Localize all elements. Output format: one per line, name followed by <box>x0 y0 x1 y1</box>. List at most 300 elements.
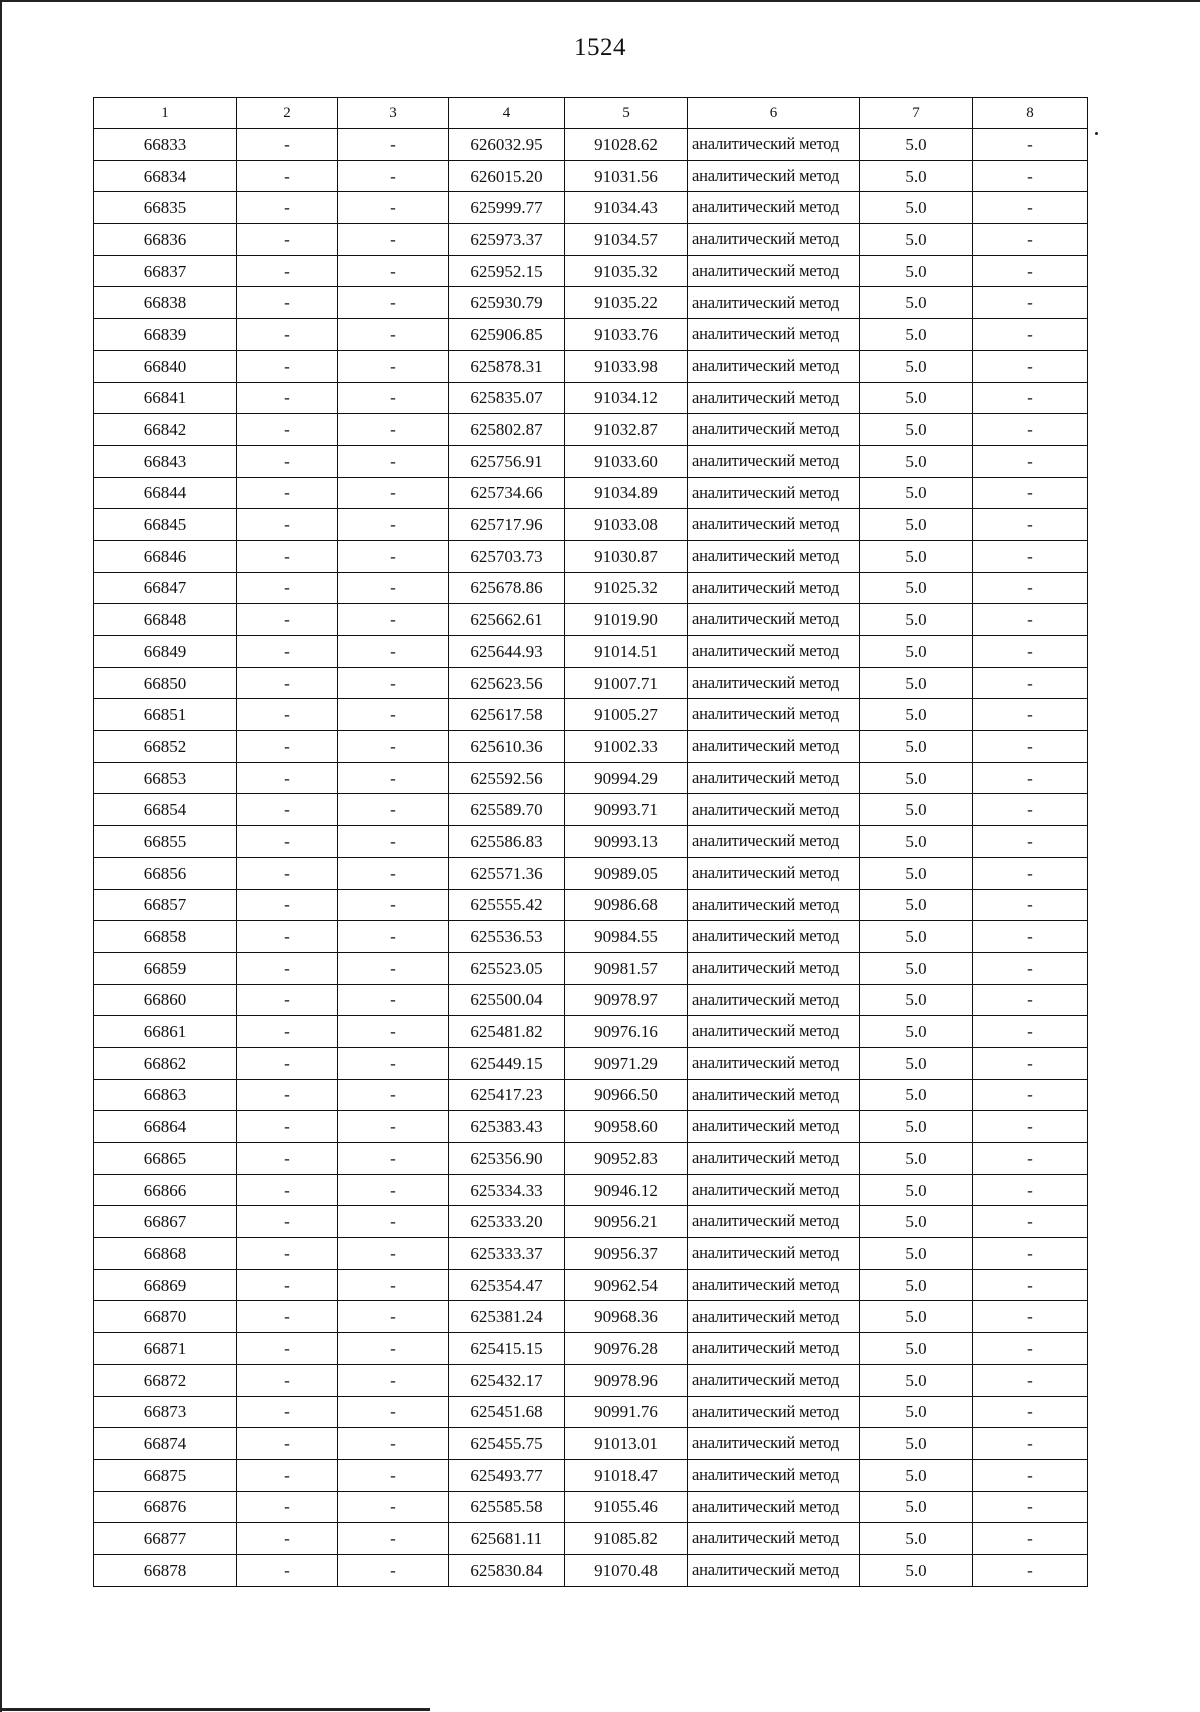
point-number-cell: 66836 <box>94 224 237 256</box>
point-number-cell: 66837 <box>94 255 237 287</box>
accuracy-cell: 5.0 <box>860 889 973 921</box>
point-number-cell: 66878 <box>94 1554 237 1586</box>
y-coordinate-cell: 91035.22 <box>565 287 688 319</box>
col8-cell: - <box>973 572 1088 604</box>
x-coordinate-cell: 625756.91 <box>449 445 565 477</box>
table-row <box>94 160 1088 192</box>
col3-cell: - <box>338 699 449 731</box>
table-row <box>94 1111 1088 1143</box>
col8-cell: - <box>973 1428 1088 1460</box>
table-row <box>94 984 1088 1016</box>
table-row <box>94 826 1088 858</box>
point-number-cell: 66849 <box>94 636 237 668</box>
col8-cell: - <box>973 1238 1088 1270</box>
method-cell: аналитический метод <box>688 287 860 319</box>
x-coordinate-cell: 625952.15 <box>449 255 565 287</box>
accuracy-cell: 5.0 <box>860 1396 973 1428</box>
point-number-cell: 66857 <box>94 889 237 921</box>
point-number-cell: 66872 <box>94 1364 237 1396</box>
point-number-cell: 66863 <box>94 1079 237 1111</box>
col3-cell: - <box>338 1016 449 1048</box>
table-row <box>94 667 1088 699</box>
y-coordinate-cell: 90978.97 <box>565 984 688 1016</box>
col8-cell: - <box>973 1364 1088 1396</box>
y-coordinate-cell: 91035.32 <box>565 255 688 287</box>
col8-cell: - <box>973 1206 1088 1238</box>
y-coordinate-cell: 90976.16 <box>565 1016 688 1048</box>
y-coordinate-cell: 90956.37 <box>565 1238 688 1270</box>
col3-cell: - <box>338 984 449 1016</box>
col2-cell: - <box>237 509 338 541</box>
method-cell: аналитический метод <box>688 604 860 636</box>
x-coordinate-cell: 625571.36 <box>449 857 565 889</box>
point-number-cell: 66870 <box>94 1301 237 1333</box>
header-cell-1: 1 <box>94 98 237 129</box>
col2-cell: - <box>237 889 338 921</box>
table-row <box>94 1174 1088 1206</box>
accuracy-cell: 5.0 <box>860 445 973 477</box>
y-coordinate-cell: 91013.01 <box>565 1428 688 1460</box>
y-coordinate-cell: 91019.90 <box>565 604 688 636</box>
col2-cell: - <box>237 350 338 382</box>
y-coordinate-cell: 90952.83 <box>565 1143 688 1175</box>
method-cell: аналитический метод <box>688 382 860 414</box>
x-coordinate-cell: 625734.66 <box>449 477 565 509</box>
x-coordinate-cell: 625681.11 <box>449 1523 565 1555</box>
col3-cell: - <box>338 1111 449 1143</box>
col2-cell: - <box>237 604 338 636</box>
col3-cell: - <box>338 1174 449 1206</box>
col3-cell: - <box>338 667 449 699</box>
x-coordinate-cell: 625334.33 <box>449 1174 565 1206</box>
x-coordinate-cell: 625662.61 <box>449 604 565 636</box>
col2-cell: - <box>237 699 338 731</box>
col2-cell: - <box>237 794 338 826</box>
y-coordinate-cell: 90971.29 <box>565 1047 688 1079</box>
x-coordinate-cell: 626015.20 <box>449 160 565 192</box>
method-cell: аналитический метод <box>688 1301 860 1333</box>
col3-cell: - <box>338 1206 449 1238</box>
col2-cell: - <box>237 1143 338 1175</box>
col8-cell: - <box>973 160 1088 192</box>
point-number-cell: 66871 <box>94 1333 237 1365</box>
col3-cell: - <box>338 572 449 604</box>
accuracy-cell: 5.0 <box>860 382 973 414</box>
col3-cell: - <box>338 287 449 319</box>
col8-cell: - <box>973 667 1088 699</box>
accuracy-cell: 5.0 <box>860 984 973 1016</box>
point-number-cell: 66853 <box>94 762 237 794</box>
table-row <box>94 1491 1088 1523</box>
table-row <box>94 1554 1088 1586</box>
x-coordinate-cell: 625830.84 <box>449 1554 565 1586</box>
x-coordinate-cell: 625906.85 <box>449 319 565 351</box>
point-number-cell: 66839 <box>94 319 237 351</box>
header-cell-2: 2 <box>237 98 338 129</box>
y-coordinate-cell: 91033.76 <box>565 319 688 351</box>
col3-cell: - <box>338 192 449 224</box>
y-coordinate-cell: 90984.55 <box>565 921 688 953</box>
y-coordinate-cell: 91007.71 <box>565 667 688 699</box>
y-coordinate-cell: 91028.62 <box>565 129 688 161</box>
method-cell: аналитический метод <box>688 889 860 921</box>
point-number-cell: 66843 <box>94 445 237 477</box>
scan-edge-bottom <box>0 1708 430 1711</box>
col2-cell: - <box>237 826 338 858</box>
table-row <box>94 1238 1088 1270</box>
page-number: 1524 <box>574 34 626 61</box>
method-cell: аналитический метод <box>688 699 860 731</box>
x-coordinate-cell: 625381.24 <box>449 1301 565 1333</box>
accuracy-cell: 5.0 <box>860 287 973 319</box>
col3-cell: - <box>338 1491 449 1523</box>
y-coordinate-cell: 90981.57 <box>565 952 688 984</box>
col3-cell: - <box>338 382 449 414</box>
accuracy-cell: 5.0 <box>860 129 973 161</box>
y-coordinate-cell: 90968.36 <box>565 1301 688 1333</box>
method-cell: аналитический метод <box>688 762 860 794</box>
x-coordinate-cell: 625586.83 <box>449 826 565 858</box>
col2-cell: - <box>237 1428 338 1460</box>
col2-cell: - <box>237 1491 338 1523</box>
point-number-cell: 66852 <box>94 731 237 763</box>
accuracy-cell: 5.0 <box>860 826 973 858</box>
col8-cell: - <box>973 1111 1088 1143</box>
point-number-cell: 66858 <box>94 921 237 953</box>
point-number-cell: 66840 <box>94 350 237 382</box>
table-row <box>94 572 1088 604</box>
y-coordinate-cell: 91025.32 <box>565 572 688 604</box>
accuracy-cell: 5.0 <box>860 1459 973 1491</box>
accuracy-cell: 5.0 <box>860 731 973 763</box>
x-coordinate-cell: 625585.58 <box>449 1491 565 1523</box>
y-coordinate-cell: 91033.98 <box>565 350 688 382</box>
col2-cell: - <box>237 319 338 351</box>
col2-cell: - <box>237 1047 338 1079</box>
x-coordinate-cell: 625536.53 <box>449 921 565 953</box>
y-coordinate-cell: 90986.68 <box>565 889 688 921</box>
accuracy-cell: 5.0 <box>860 1554 973 1586</box>
table-row <box>94 319 1088 351</box>
x-coordinate-cell: 625523.05 <box>449 952 565 984</box>
col2-cell: - <box>237 1079 338 1111</box>
col2-cell: - <box>237 540 338 572</box>
col3-cell: - <box>338 921 449 953</box>
col8-cell: - <box>973 636 1088 668</box>
method-cell: аналитический метод <box>688 414 860 446</box>
x-coordinate-cell: 625589.70 <box>449 794 565 826</box>
col8-cell: - <box>973 1459 1088 1491</box>
col2-cell: - <box>237 1174 338 1206</box>
x-coordinate-cell: 625592.56 <box>449 762 565 794</box>
accuracy-cell: 5.0 <box>860 192 973 224</box>
x-coordinate-cell: 625415.15 <box>449 1333 565 1365</box>
y-coordinate-cell: 90962.54 <box>565 1269 688 1301</box>
point-number-cell: 66859 <box>94 952 237 984</box>
method-cell: аналитический метод <box>688 1143 860 1175</box>
y-coordinate-cell: 91018.47 <box>565 1459 688 1491</box>
col3-cell: - <box>338 1523 449 1555</box>
col2-cell: - <box>237 857 338 889</box>
y-coordinate-cell: 91034.89 <box>565 477 688 509</box>
col8-cell: - <box>973 857 1088 889</box>
y-coordinate-cell: 91033.08 <box>565 509 688 541</box>
header-cell-6: 6 <box>688 98 860 129</box>
coordinates-table <box>93 97 1088 1587</box>
x-coordinate-cell: 625999.77 <box>449 192 565 224</box>
col8-cell: - <box>973 287 1088 319</box>
col3-cell: - <box>338 160 449 192</box>
x-coordinate-cell: 625455.75 <box>449 1428 565 1460</box>
method-cell: аналитический метод <box>688 477 860 509</box>
col8-cell: - <box>973 921 1088 953</box>
col8-cell: - <box>973 604 1088 636</box>
method-cell: аналитический метод <box>688 1364 860 1396</box>
col3-cell: - <box>338 350 449 382</box>
col2-cell: - <box>237 1459 338 1491</box>
accuracy-cell: 5.0 <box>860 255 973 287</box>
col2-cell: - <box>237 1238 338 1270</box>
scan-edge-top <box>0 0 1200 2</box>
col8-cell: - <box>973 762 1088 794</box>
table-row <box>94 1396 1088 1428</box>
accuracy-cell: 5.0 <box>860 1269 973 1301</box>
col2-cell: - <box>237 477 338 509</box>
table-row <box>94 1301 1088 1333</box>
accuracy-cell: 5.0 <box>860 1079 973 1111</box>
x-coordinate-cell: 625678.86 <box>449 572 565 604</box>
col8-cell: - <box>973 509 1088 541</box>
accuracy-cell: 5.0 <box>860 667 973 699</box>
accuracy-cell: 5.0 <box>860 509 973 541</box>
col8-cell: - <box>973 1396 1088 1428</box>
col3-cell: - <box>338 1554 449 1586</box>
y-coordinate-cell: 90978.96 <box>565 1364 688 1396</box>
col8-cell: - <box>973 1143 1088 1175</box>
table-row <box>94 1459 1088 1491</box>
col2-cell: - <box>237 255 338 287</box>
table-row <box>94 129 1088 161</box>
header-cell-3: 3 <box>338 98 449 129</box>
table-row <box>94 952 1088 984</box>
col3-cell: - <box>338 414 449 446</box>
col2-cell: - <box>237 1269 338 1301</box>
col8-cell: - <box>973 1491 1088 1523</box>
method-cell: аналитический метод <box>688 445 860 477</box>
table-row <box>94 287 1088 319</box>
col8-cell: - <box>973 129 1088 161</box>
col2-cell: - <box>237 731 338 763</box>
table-row <box>94 192 1088 224</box>
method-cell: аналитический метод <box>688 160 860 192</box>
point-number-cell: 66833 <box>94 129 237 161</box>
table-row <box>94 636 1088 668</box>
point-number-cell: 66856 <box>94 857 237 889</box>
x-coordinate-cell: 626032.95 <box>449 129 565 161</box>
method-cell: аналитический метод <box>688 826 860 858</box>
table-row <box>94 477 1088 509</box>
col3-cell: - <box>338 445 449 477</box>
col8-cell: - <box>973 889 1088 921</box>
col3-cell: - <box>338 1459 449 1491</box>
x-coordinate-cell: 625500.04 <box>449 984 565 1016</box>
col3-cell: - <box>338 1301 449 1333</box>
col3-cell: - <box>338 540 449 572</box>
x-coordinate-cell: 625356.90 <box>449 1143 565 1175</box>
point-number-cell: 66846 <box>94 540 237 572</box>
method-cell: аналитический метод <box>688 224 860 256</box>
table-row <box>94 414 1088 446</box>
accuracy-cell: 5.0 <box>860 1523 973 1555</box>
table-row <box>94 540 1088 572</box>
col2-cell: - <box>237 1301 338 1333</box>
col8-cell: - <box>973 984 1088 1016</box>
col2-cell: - <box>237 984 338 1016</box>
method-cell: аналитический метод <box>688 1079 860 1111</box>
y-coordinate-cell: 90993.13 <box>565 826 688 858</box>
point-number-cell: 66866 <box>94 1174 237 1206</box>
table-body <box>94 129 1088 1587</box>
table-row <box>94 1143 1088 1175</box>
x-coordinate-cell: 625354.47 <box>449 1269 565 1301</box>
col8-cell: - <box>973 540 1088 572</box>
y-coordinate-cell: 91031.56 <box>565 160 688 192</box>
y-coordinate-cell: 91055.46 <box>565 1491 688 1523</box>
method-cell: аналитический метод <box>688 794 860 826</box>
method-cell: аналитический метод <box>688 509 860 541</box>
coordinates-table-wrapper <box>93 97 1088 1587</box>
col8-cell: - <box>973 1047 1088 1079</box>
col8-cell: - <box>973 319 1088 351</box>
accuracy-cell: 5.0 <box>860 1016 973 1048</box>
col8-cell: - <box>973 794 1088 826</box>
point-number-cell: 66874 <box>94 1428 237 1460</box>
col2-cell: - <box>237 382 338 414</box>
col3-cell: - <box>338 1079 449 1111</box>
x-coordinate-cell: 625449.15 <box>449 1047 565 1079</box>
accuracy-cell: 5.0 <box>860 1206 973 1238</box>
col8-cell: - <box>973 414 1088 446</box>
method-cell: аналитический метод <box>688 255 860 287</box>
col3-cell: - <box>338 636 449 668</box>
col2-cell: - <box>237 1364 338 1396</box>
table-row <box>94 445 1088 477</box>
col3-cell: - <box>338 1396 449 1428</box>
accuracy-cell: 5.0 <box>860 1111 973 1143</box>
y-coordinate-cell: 90989.05 <box>565 857 688 889</box>
method-cell: аналитический метод <box>688 350 860 382</box>
y-coordinate-cell: 91034.12 <box>565 382 688 414</box>
table-row <box>94 1016 1088 1048</box>
y-coordinate-cell: 91032.87 <box>565 414 688 446</box>
col8-cell: - <box>973 1269 1088 1301</box>
col2-cell: - <box>237 1523 338 1555</box>
col3-cell: - <box>338 477 449 509</box>
col3-cell: - <box>338 952 449 984</box>
point-number-cell: 66848 <box>94 604 237 636</box>
table-row <box>94 921 1088 953</box>
accuracy-cell: 5.0 <box>860 224 973 256</box>
table-row <box>94 1047 1088 1079</box>
col2-cell: - <box>237 414 338 446</box>
y-coordinate-cell: 90966.50 <box>565 1079 688 1111</box>
col8-cell: - <box>973 477 1088 509</box>
point-number-cell: 66869 <box>94 1269 237 1301</box>
col3-cell: - <box>338 1333 449 1365</box>
stray-dot <box>1095 132 1098 135</box>
method-cell: аналитический метод <box>688 1554 860 1586</box>
col3-cell: - <box>338 1364 449 1396</box>
point-number-cell: 66854 <box>94 794 237 826</box>
col2-cell: - <box>237 572 338 604</box>
accuracy-cell: 5.0 <box>860 414 973 446</box>
method-cell: аналитический метод <box>688 667 860 699</box>
accuracy-cell: 5.0 <box>860 1333 973 1365</box>
col3-cell: - <box>338 731 449 763</box>
point-number-cell: 66876 <box>94 1491 237 1523</box>
col8-cell: - <box>973 382 1088 414</box>
point-number-cell: 66850 <box>94 667 237 699</box>
method-cell: аналитический метод <box>688 319 860 351</box>
point-number-cell: 66845 <box>94 509 237 541</box>
point-number-cell: 66865 <box>94 1143 237 1175</box>
point-number-cell: 66877 <box>94 1523 237 1555</box>
accuracy-cell: 5.0 <box>860 604 973 636</box>
col2-cell: - <box>237 224 338 256</box>
accuracy-cell: 5.0 <box>860 794 973 826</box>
table-row <box>94 1523 1088 1555</box>
method-cell: аналитический метод <box>688 1269 860 1301</box>
x-coordinate-cell: 625451.68 <box>449 1396 565 1428</box>
accuracy-cell: 5.0 <box>860 1428 973 1460</box>
x-coordinate-cell: 625802.87 <box>449 414 565 446</box>
col8-cell: - <box>973 1079 1088 1111</box>
point-number-cell: 66835 <box>94 192 237 224</box>
accuracy-cell: 5.0 <box>860 1174 973 1206</box>
method-cell: аналитический метод <box>688 1174 860 1206</box>
col8-cell: - <box>973 224 1088 256</box>
y-coordinate-cell: 90958.60 <box>565 1111 688 1143</box>
table-row <box>94 699 1088 731</box>
accuracy-cell: 5.0 <box>860 952 973 984</box>
point-number-cell: 66875 <box>94 1459 237 1491</box>
col3-cell: - <box>338 509 449 541</box>
table-row <box>94 1079 1088 1111</box>
table-row <box>94 1428 1088 1460</box>
point-number-cell: 66867 <box>94 1206 237 1238</box>
point-number-cell: 66834 <box>94 160 237 192</box>
col2-cell: - <box>237 445 338 477</box>
method-cell: аналитический метод <box>688 921 860 953</box>
col3-cell: - <box>338 224 449 256</box>
scan-edge-left <box>0 0 2 1712</box>
col2-cell: - <box>237 1206 338 1238</box>
col8-cell: - <box>973 1523 1088 1555</box>
x-coordinate-cell: 625717.96 <box>449 509 565 541</box>
y-coordinate-cell: 91030.87 <box>565 540 688 572</box>
table-row <box>94 350 1088 382</box>
table-row <box>94 255 1088 287</box>
col8-cell: - <box>973 1554 1088 1586</box>
x-coordinate-cell: 625333.37 <box>449 1238 565 1270</box>
accuracy-cell: 5.0 <box>860 857 973 889</box>
col3-cell: - <box>338 319 449 351</box>
header-cell-4: 4 <box>449 98 565 129</box>
y-coordinate-cell: 91002.33 <box>565 731 688 763</box>
col8-cell: - <box>973 699 1088 731</box>
table-row <box>94 794 1088 826</box>
x-coordinate-cell: 625617.58 <box>449 699 565 731</box>
